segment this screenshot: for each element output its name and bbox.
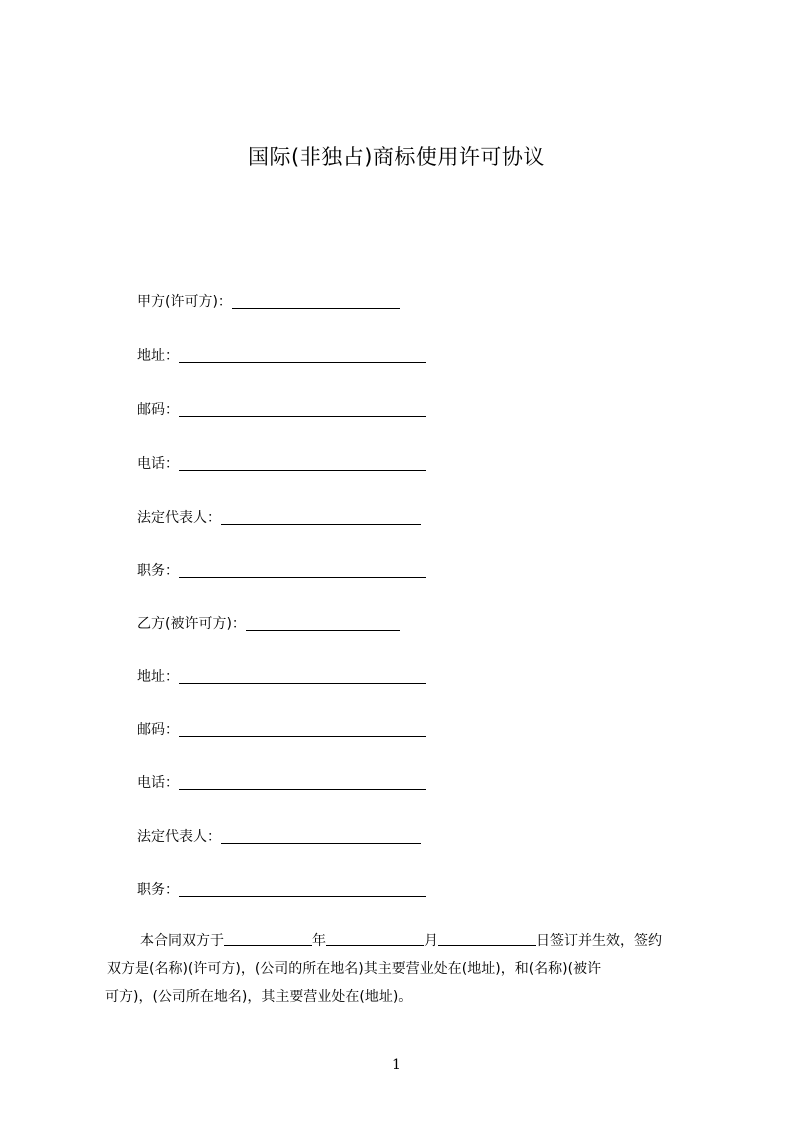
party-a-position-label: 职务： xyxy=(137,563,179,579)
party-a-position-field xyxy=(137,557,426,581)
party-b-address-blank xyxy=(179,668,426,684)
party-b-address-field xyxy=(137,663,426,687)
intro-line-2: 双方是(名称)(许可方)，(公司的所在地名)其主要营业处在(地址)，和(名称)(被许 xyxy=(107,961,602,977)
party-b-postcode-blank xyxy=(179,721,426,737)
party-b-phone-field xyxy=(137,769,426,793)
party-b-address-label: 地址： xyxy=(137,669,179,685)
party-b-name-blank xyxy=(246,615,400,631)
party-a-address-label: 地址： xyxy=(137,348,179,364)
party-a-phone-field xyxy=(137,450,426,474)
intro-text-2: 日签订并生效，签约 xyxy=(536,933,662,949)
party-a-postcode-field xyxy=(137,396,426,420)
intro-paragraph xyxy=(105,927,717,1011)
party-b-postcode-field xyxy=(137,716,426,740)
party-b-heading-label: 乙方(被许可方)： xyxy=(137,616,246,632)
party-b-phone-label: 电话： xyxy=(137,775,179,791)
party-a-name-blank xyxy=(232,293,400,309)
party-a-phone-label: 电话： xyxy=(137,456,179,472)
party-a-position-blank xyxy=(179,562,426,578)
party-b-legal-rep-blank xyxy=(221,828,421,844)
party-a-address-blank xyxy=(179,347,426,363)
party-a-heading-label: 甲方(许可方)： xyxy=(137,294,232,310)
party-a-postcode-label: 邮码： xyxy=(137,402,179,418)
document-title: 国际(非独占)商标使用许可协议 xyxy=(248,145,545,169)
party-b-phone-blank xyxy=(179,774,426,790)
intro-line-3: 可方)，(公司所在地名)，其主要营业处在(地址)。 xyxy=(105,989,413,1005)
intro-month-label: 月 xyxy=(424,933,438,949)
party-b-position-label: 职务： xyxy=(137,882,179,898)
intro-month-blank xyxy=(326,930,424,946)
intro-text-1: 本合同双方于 xyxy=(140,933,224,949)
intro-line-1 xyxy=(105,927,717,955)
page-number: 1 xyxy=(392,1057,401,1073)
party-a-heading-field xyxy=(137,288,400,312)
party-b-postcode-label: 邮码： xyxy=(137,722,179,738)
party-a-legal-rep-blank xyxy=(221,509,421,525)
party-b-legal-rep-field xyxy=(137,823,421,847)
intro-day-blank xyxy=(438,930,536,946)
party-a-phone-blank xyxy=(179,455,426,471)
party-a-legal-rep-field xyxy=(137,504,421,528)
party-a-legal-rep-label: 法定代表人： xyxy=(137,510,221,526)
party-a-address-field xyxy=(137,342,426,366)
intro-year-blank xyxy=(224,930,312,946)
party-b-legal-rep-label: 法定代表人： xyxy=(137,829,221,845)
party-b-position-blank xyxy=(179,881,426,897)
intro-year-label: 年 xyxy=(312,933,326,949)
party-a-postcode-blank xyxy=(179,401,426,417)
party-b-heading-field xyxy=(137,610,400,634)
party-b-position-field xyxy=(137,876,426,900)
